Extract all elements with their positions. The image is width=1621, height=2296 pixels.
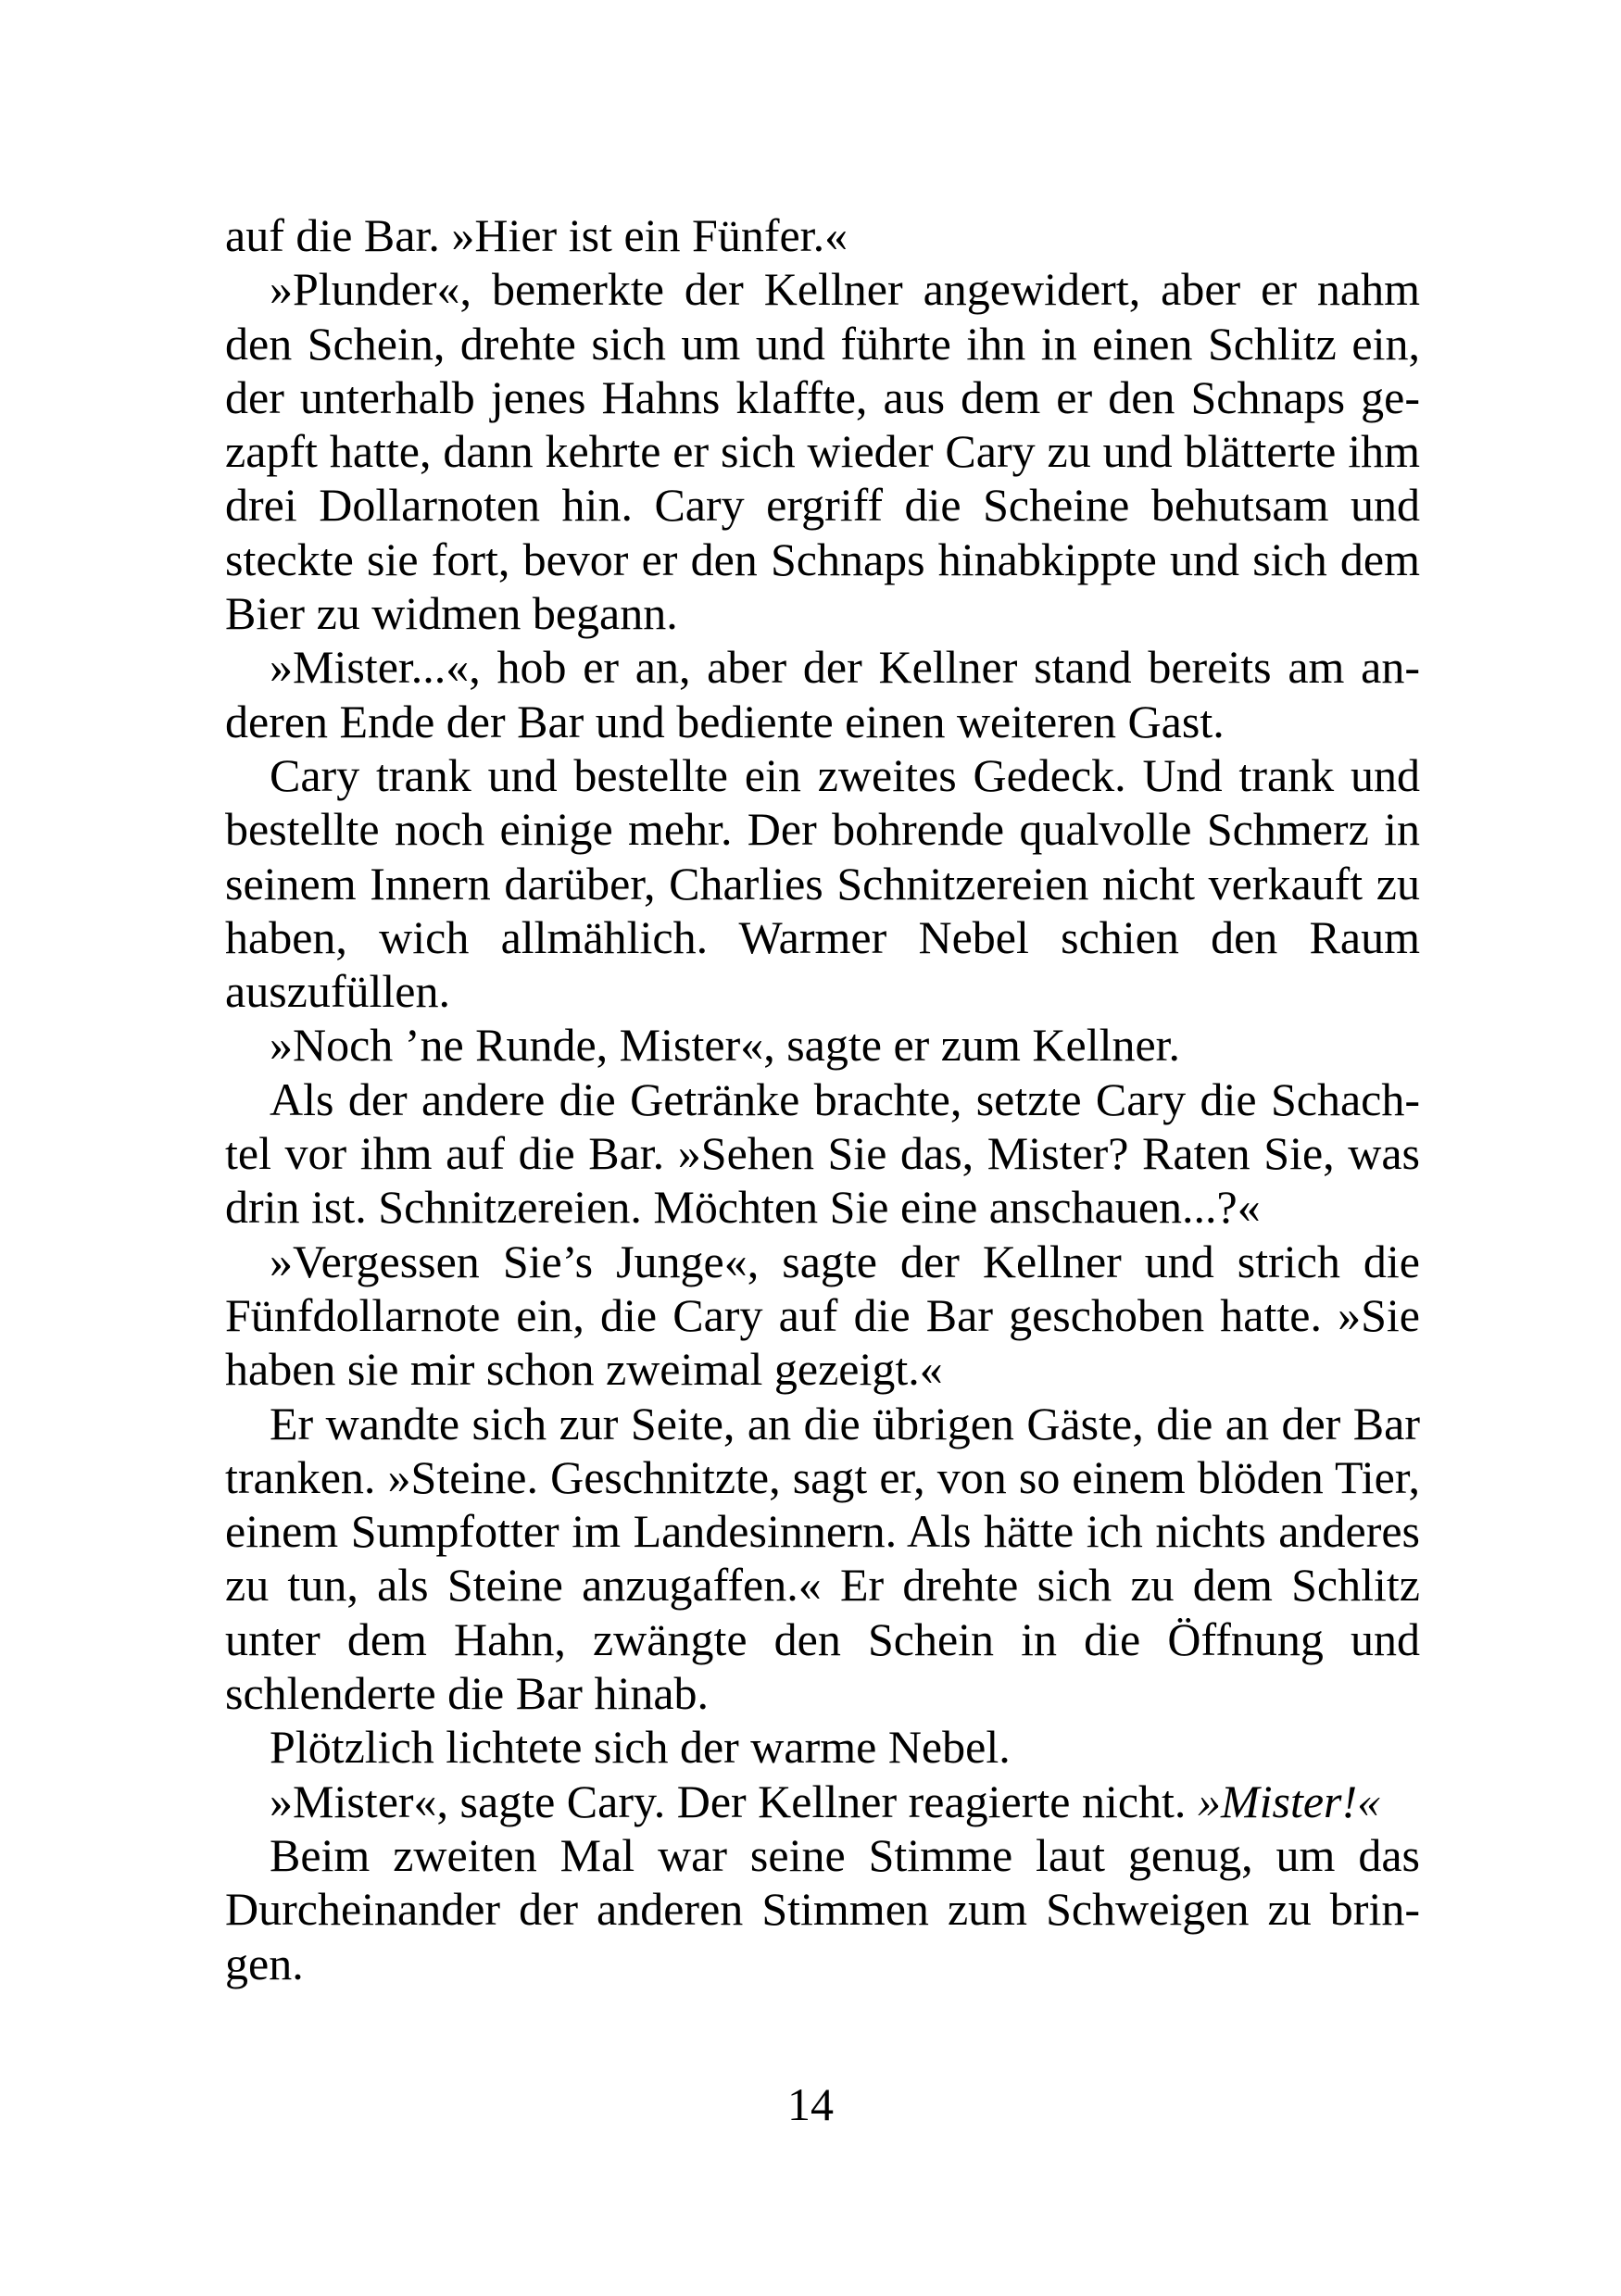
paragraph-10 — [225, 1775, 1420, 1828]
page-number: 14 — [787, 2078, 834, 2130]
paragraph-5: »Noch ’ne Runde, Mister«, sagte er zum Kellner. — [270, 1019, 1181, 1072]
paragraph-6: Als der andere die Getränke brachte, setzte Cary die Schachtel vor ihm auf die Bar. »Sehen Sie das, Mister? Raten Sie, was drin ist. Schnitzereien. Möchten Sie eine anschauen...?« — [225, 1073, 1420, 1234]
paragraph-10-text: »Mister«, sagte Cary. Der Kellner reagierte nicht. — [270, 1775, 1198, 1827]
body-text — [225, 208, 1420, 1990]
paragraph-3: »Mister...«, hob er an, aber der Kellner stand bereits am anderen Ende der Bar und bediente einen weiteren Gast. — [225, 641, 1420, 747]
paragraph-10-italic-text: »Mister!« — [1197, 1775, 1381, 1827]
paragraph-7: »Vergessen Sie’s Junge«, sagte der Kellner und strich die Fünfdollarnote ein, die Cary auf die Bar geschoben hatte. »Sie haben sie mir schon zweimal gezeigt.« — [225, 1235, 1420, 1396]
paragraph-8: Er wandte sich zur Seite, an die übrigen Gäste, die an der Bar tranken. »Steine. Geschnitzte, sagt er, von so einem blöden Tier, einem Sumpfotter im Landesinnern. Als hätte ich nichts anderes zu tun, als Steine anzugaffen.« Er drehte sich zu dem Schlitz unter dem Hahn, zwängte den Schein in die Öffnung und schlenderte die Bar hinab. — [225, 1397, 1420, 1720]
paragraph-2: »Plunder«, bemerkte der Kellner angewidert, aber er nahm den Schein, drehte sich um und führte ihn in einen Schlitz ein, der unterhalb jenes Hahns klaffte, aus dem er den Schnaps gezapft hatte, dann kehrte er sich wieder Cary zu und blätterte ihm drei Dollarnoten hin. Cary ergriff die Scheine behutsam und steckte sie fort, bevor er den Schnaps hinabkippte und sich dem Bier zu widmen begann. — [225, 263, 1420, 640]
paragraph-1: auf die Bar. »Hier ist ein Fünfer.« — [225, 209, 848, 261]
paragraph-4: Cary trank und bestellte ein zweites Gedeck. Und trank und bestellte noch einige mehr. Der bohrende qualvolle Schmerz in seinem Innern darüber, Charlies Schnitzereien nicht verkauft zu haben, wich allmählich. Warmer Nebel schien den Raum auszufüllen. — [225, 748, 1420, 1018]
paragraph-9: Plötzlich lichtete sich der warme Nebel. — [270, 1721, 1011, 1774]
paragraph-11: Beim zweiten Mal war seine Stimme laut genug, um das Durcheinander der anderen Stimmen zum Schweigen zu bringen. — [225, 1828, 1420, 1989]
